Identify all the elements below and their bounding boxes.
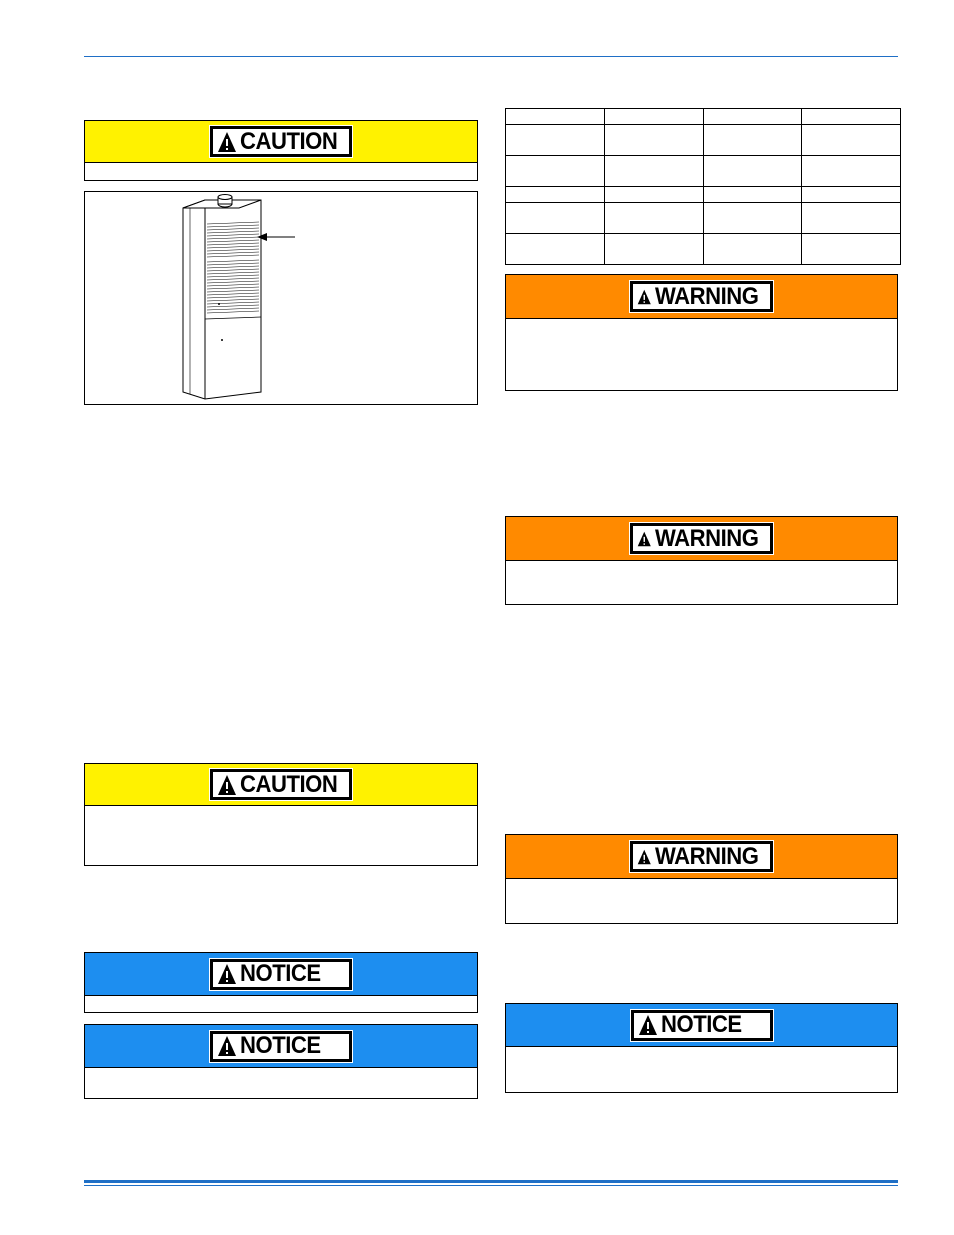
caution-label-text: CAUTION xyxy=(240,770,338,798)
warning-triangle-icon xyxy=(637,846,652,868)
notice-label-text: NOTICE xyxy=(240,960,321,987)
footer-rule xyxy=(84,1180,898,1183)
table-row xyxy=(506,125,901,156)
notice-label xyxy=(631,1010,773,1041)
caution-label xyxy=(210,126,352,157)
warning-box-1 xyxy=(505,274,898,391)
footer-rule-thin xyxy=(84,1185,898,1186)
warning-triangle-icon xyxy=(637,286,652,308)
warning-label xyxy=(630,523,773,554)
caution-label xyxy=(210,769,352,800)
warning-box-3 xyxy=(505,834,898,924)
notice-label xyxy=(210,1031,352,1062)
caution-header xyxy=(85,764,477,806)
table-row xyxy=(506,234,901,265)
warning-triangle-icon xyxy=(217,1035,237,1057)
warning-triangle-icon xyxy=(638,1014,658,1036)
header-rule xyxy=(84,56,898,57)
warning-label xyxy=(630,281,773,312)
notice-label xyxy=(210,959,352,990)
warning-header xyxy=(506,275,897,319)
table-row xyxy=(506,203,901,234)
caution-label-text: CAUTION xyxy=(240,127,338,155)
notice-header xyxy=(85,953,477,996)
caution-box-2 xyxy=(84,763,478,866)
warning-triangle-icon xyxy=(637,528,652,550)
table-row xyxy=(506,156,901,187)
table-row xyxy=(506,109,901,125)
warning-triangle-icon xyxy=(217,774,237,796)
notice-box-1 xyxy=(84,952,478,1013)
warning-box-2 xyxy=(505,516,898,605)
notice-box-3 xyxy=(505,1003,898,1093)
notice-header xyxy=(85,1025,477,1068)
furnace-illustration xyxy=(85,192,477,404)
warning-label-text: WARNING xyxy=(654,282,758,310)
warning-label-text: WARNING xyxy=(654,842,758,870)
warning-triangle-icon xyxy=(217,963,237,985)
spec-table xyxy=(505,108,901,265)
notice-header xyxy=(506,1004,897,1047)
notice-label-text: NOTICE xyxy=(240,1032,321,1059)
warning-label xyxy=(630,841,773,872)
caution-header xyxy=(85,121,477,163)
furnace-figure xyxy=(84,191,478,405)
warning-header xyxy=(506,835,897,879)
warning-triangle-icon xyxy=(217,131,237,153)
warning-label-text: WARNING xyxy=(654,524,758,552)
warning-header xyxy=(506,517,897,561)
notice-label-text: NOTICE xyxy=(660,1011,742,1038)
table-row xyxy=(506,187,901,203)
caution-box-1 xyxy=(84,120,478,181)
notice-box-2 xyxy=(84,1024,478,1099)
